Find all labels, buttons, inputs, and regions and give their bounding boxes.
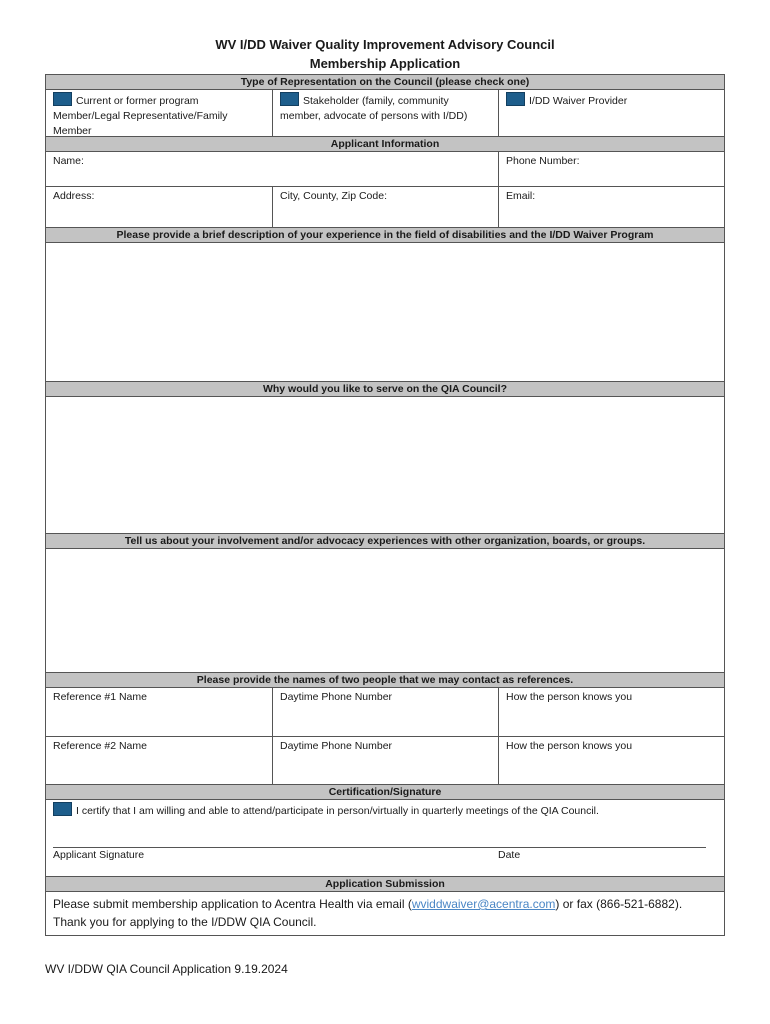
submission-text (45, 891, 725, 936)
email-field[interactable] (498, 187, 724, 227)
option-stakeholder-label: Stakeholder (family, community member, advocate of persons with I/DD) (280, 95, 468, 122)
name-field[interactable] (46, 152, 498, 186)
page-subtitle: Membership Application (309, 56, 461, 71)
email-link[interactable]: wviddwaiver@acentra.com (411, 897, 556, 911)
checkbox-provider[interactable] (506, 92, 525, 106)
involvement-textarea[interactable] (45, 548, 725, 672)
involvement-header: Tell us about your involvement and/or advocacy experiences with other organization, boards, or groups. (45, 533, 725, 548)
city-label: City, County, Zip Code: (280, 190, 387, 202)
ref1-phone-field[interactable] (272, 688, 498, 736)
certification-box (45, 799, 725, 876)
page-title: WV I/DD Waiver Quality Improvement Advisory Council (215, 37, 555, 52)
option-member-label: Current or former program Member/Legal Representative/Family Member (53, 95, 228, 137)
phone-label: Phone Number: (506, 155, 580, 167)
city-field[interactable] (272, 187, 498, 227)
certify-option[interactable] (53, 802, 599, 819)
representation-row (45, 89, 725, 136)
submission-text-before: Please submit membership application to Acentra Health via email ( (53, 897, 412, 911)
why-header: Why would you like to serve on the QIA Council? (45, 381, 725, 396)
ref2-phone-label: Daytime Phone Number (280, 740, 393, 752)
ref2-name-field[interactable] (46, 737, 272, 784)
ref2-how-label: How the person knows you (506, 740, 633, 752)
checkbox-stakeholder[interactable] (280, 92, 299, 106)
phone-field[interactable] (498, 152, 724, 186)
option-provider-label: I/DD Waiver Provider (529, 95, 628, 107)
experience-header: Please provide a brief description of your experience in the field of disabilities and the I/DD Waiver Program (45, 227, 725, 242)
submission-text-after: ) or fax (866-521-6882). Thank you for applying to the I/DDW QIA Council. (53, 897, 683, 929)
ref1-name-field[interactable] (46, 688, 272, 736)
date-label: Date (498, 849, 521, 861)
ref1-phone-label: Daytime Phone Number (280, 691, 393, 703)
certify-statement: I certify that I am willing and able to attend/participate in person/virtually in quarterly meetings of the QIA Council. (76, 805, 599, 817)
option-provider[interactable] (498, 90, 724, 136)
references-header: Please provide the names of two people that we may contact as references. (45, 672, 725, 687)
certification-header: Certification/Signature (45, 784, 725, 799)
applicant-row-2 (45, 186, 725, 227)
application-form (45, 74, 725, 936)
email-label: Email: (506, 190, 536, 202)
submission-header: Application Submission (45, 876, 725, 891)
option-stakeholder[interactable] (272, 90, 498, 136)
signature-line[interactable] (53, 847, 706, 848)
applicant-header: Applicant Information (45, 136, 725, 151)
ref1-name-label: Reference #1 Name (53, 691, 147, 703)
ref2-name-label: Reference #2 Name (53, 740, 147, 752)
ref1-how-field[interactable] (498, 688, 724, 736)
ref2-phone-field[interactable] (272, 737, 498, 784)
experience-textarea[interactable] (45, 242, 725, 381)
address-field[interactable] (46, 187, 272, 227)
why-textarea[interactable] (45, 396, 725, 533)
footer-text: WV I/DDW QIA Council Application 9.19.2024 (45, 962, 288, 976)
name-label: Name: (53, 155, 84, 167)
ref2-how-field[interactable] (498, 737, 724, 784)
representation-header: Type of Representation on the Council (please check one) (45, 74, 725, 89)
reference-row-1 (45, 687, 725, 736)
ref1-how-label: How the person knows you (506, 691, 633, 703)
checkbox-member[interactable] (53, 92, 72, 106)
checkbox-certify[interactable] (53, 802, 72, 816)
applicant-row-1 (45, 151, 725, 186)
address-label: Address: (53, 190, 95, 202)
signature-label: Applicant Signature (53, 849, 145, 861)
reference-row-2 (45, 736, 725, 784)
option-member[interactable] (46, 90, 272, 136)
